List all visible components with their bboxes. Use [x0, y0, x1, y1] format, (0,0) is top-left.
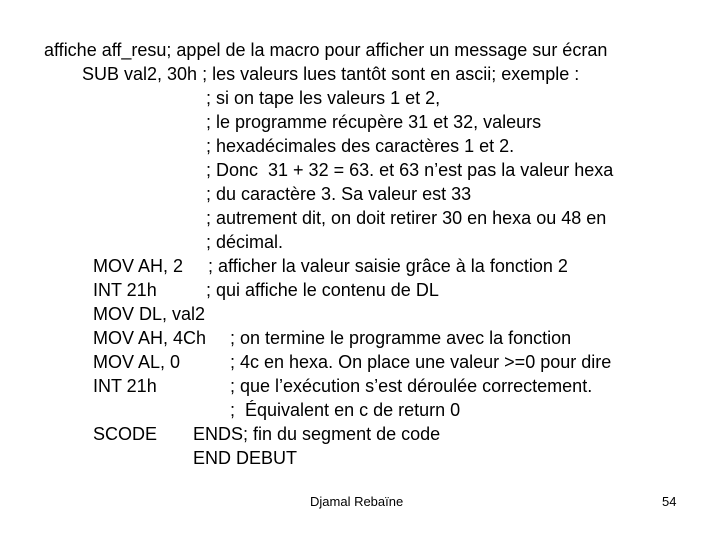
- code-line-sub: SUB val2, 30h ; les valeurs lues tantôt sont en ascii; exemple :: [82, 64, 580, 84]
- code-line-affiche: affiche aff_resu; appel de la macro pour afficher un message sur écran: [44, 40, 608, 60]
- code-instruction: MOV DL, val2: [93, 304, 206, 324]
- code-instruction: MOV AH, 4Ch: [93, 328, 207, 348]
- code-comment: ; 4c en hexa. On place une valeur >=0 pour dire: [230, 352, 612, 372]
- comment-line: ; autrement dit, on doit retirer 30 en hexa ou 48 en: [206, 208, 607, 228]
- code-label: SCODE: [93, 424, 158, 444]
- code-instruction: END DEBUT: [193, 448, 298, 468]
- code-instruction: ENDS; fin du segment de code: [193, 424, 441, 444]
- page-number: 54: [662, 494, 677, 509]
- comment-line: ; du caractère 3. Sa valeur est 33: [206, 184, 472, 204]
- comment-line: ; Donc 31 + 32 = 63. et 63 n’est pas la valeur hexa: [206, 160, 614, 180]
- code-comment: ; on termine le programme avec la fonction: [230, 328, 572, 348]
- comment-line: ; décimal.: [206, 232, 284, 252]
- code-instruction: INT 21h: [93, 280, 157, 300]
- comment-line: ; si on tape les valeurs 1 et 2,: [206, 88, 441, 108]
- code-instruction: INT 21h: [93, 376, 157, 396]
- footer-author: Djamal Rebaïne: [310, 494, 404, 509]
- code-comment: ; afficher la valeur saisie grâce à la fonction 2: [208, 256, 568, 276]
- code-instruction: MOV AL, 0: [93, 352, 181, 372]
- code-comment: ; que l’exécution s’est déroulée correctement.: [230, 376, 593, 396]
- code-instruction: MOV AH, 2: [93, 256, 184, 276]
- comment-line: ; le programme récupère 31 et 32, valeurs: [206, 112, 542, 132]
- code-comment: ; qui affiche le contenu de DL: [206, 280, 439, 300]
- code-comment: ; Équivalent en c de return 0: [230, 400, 461, 420]
- comment-line: ; hexadécimales des caractères 1 et 2.: [206, 136, 515, 156]
